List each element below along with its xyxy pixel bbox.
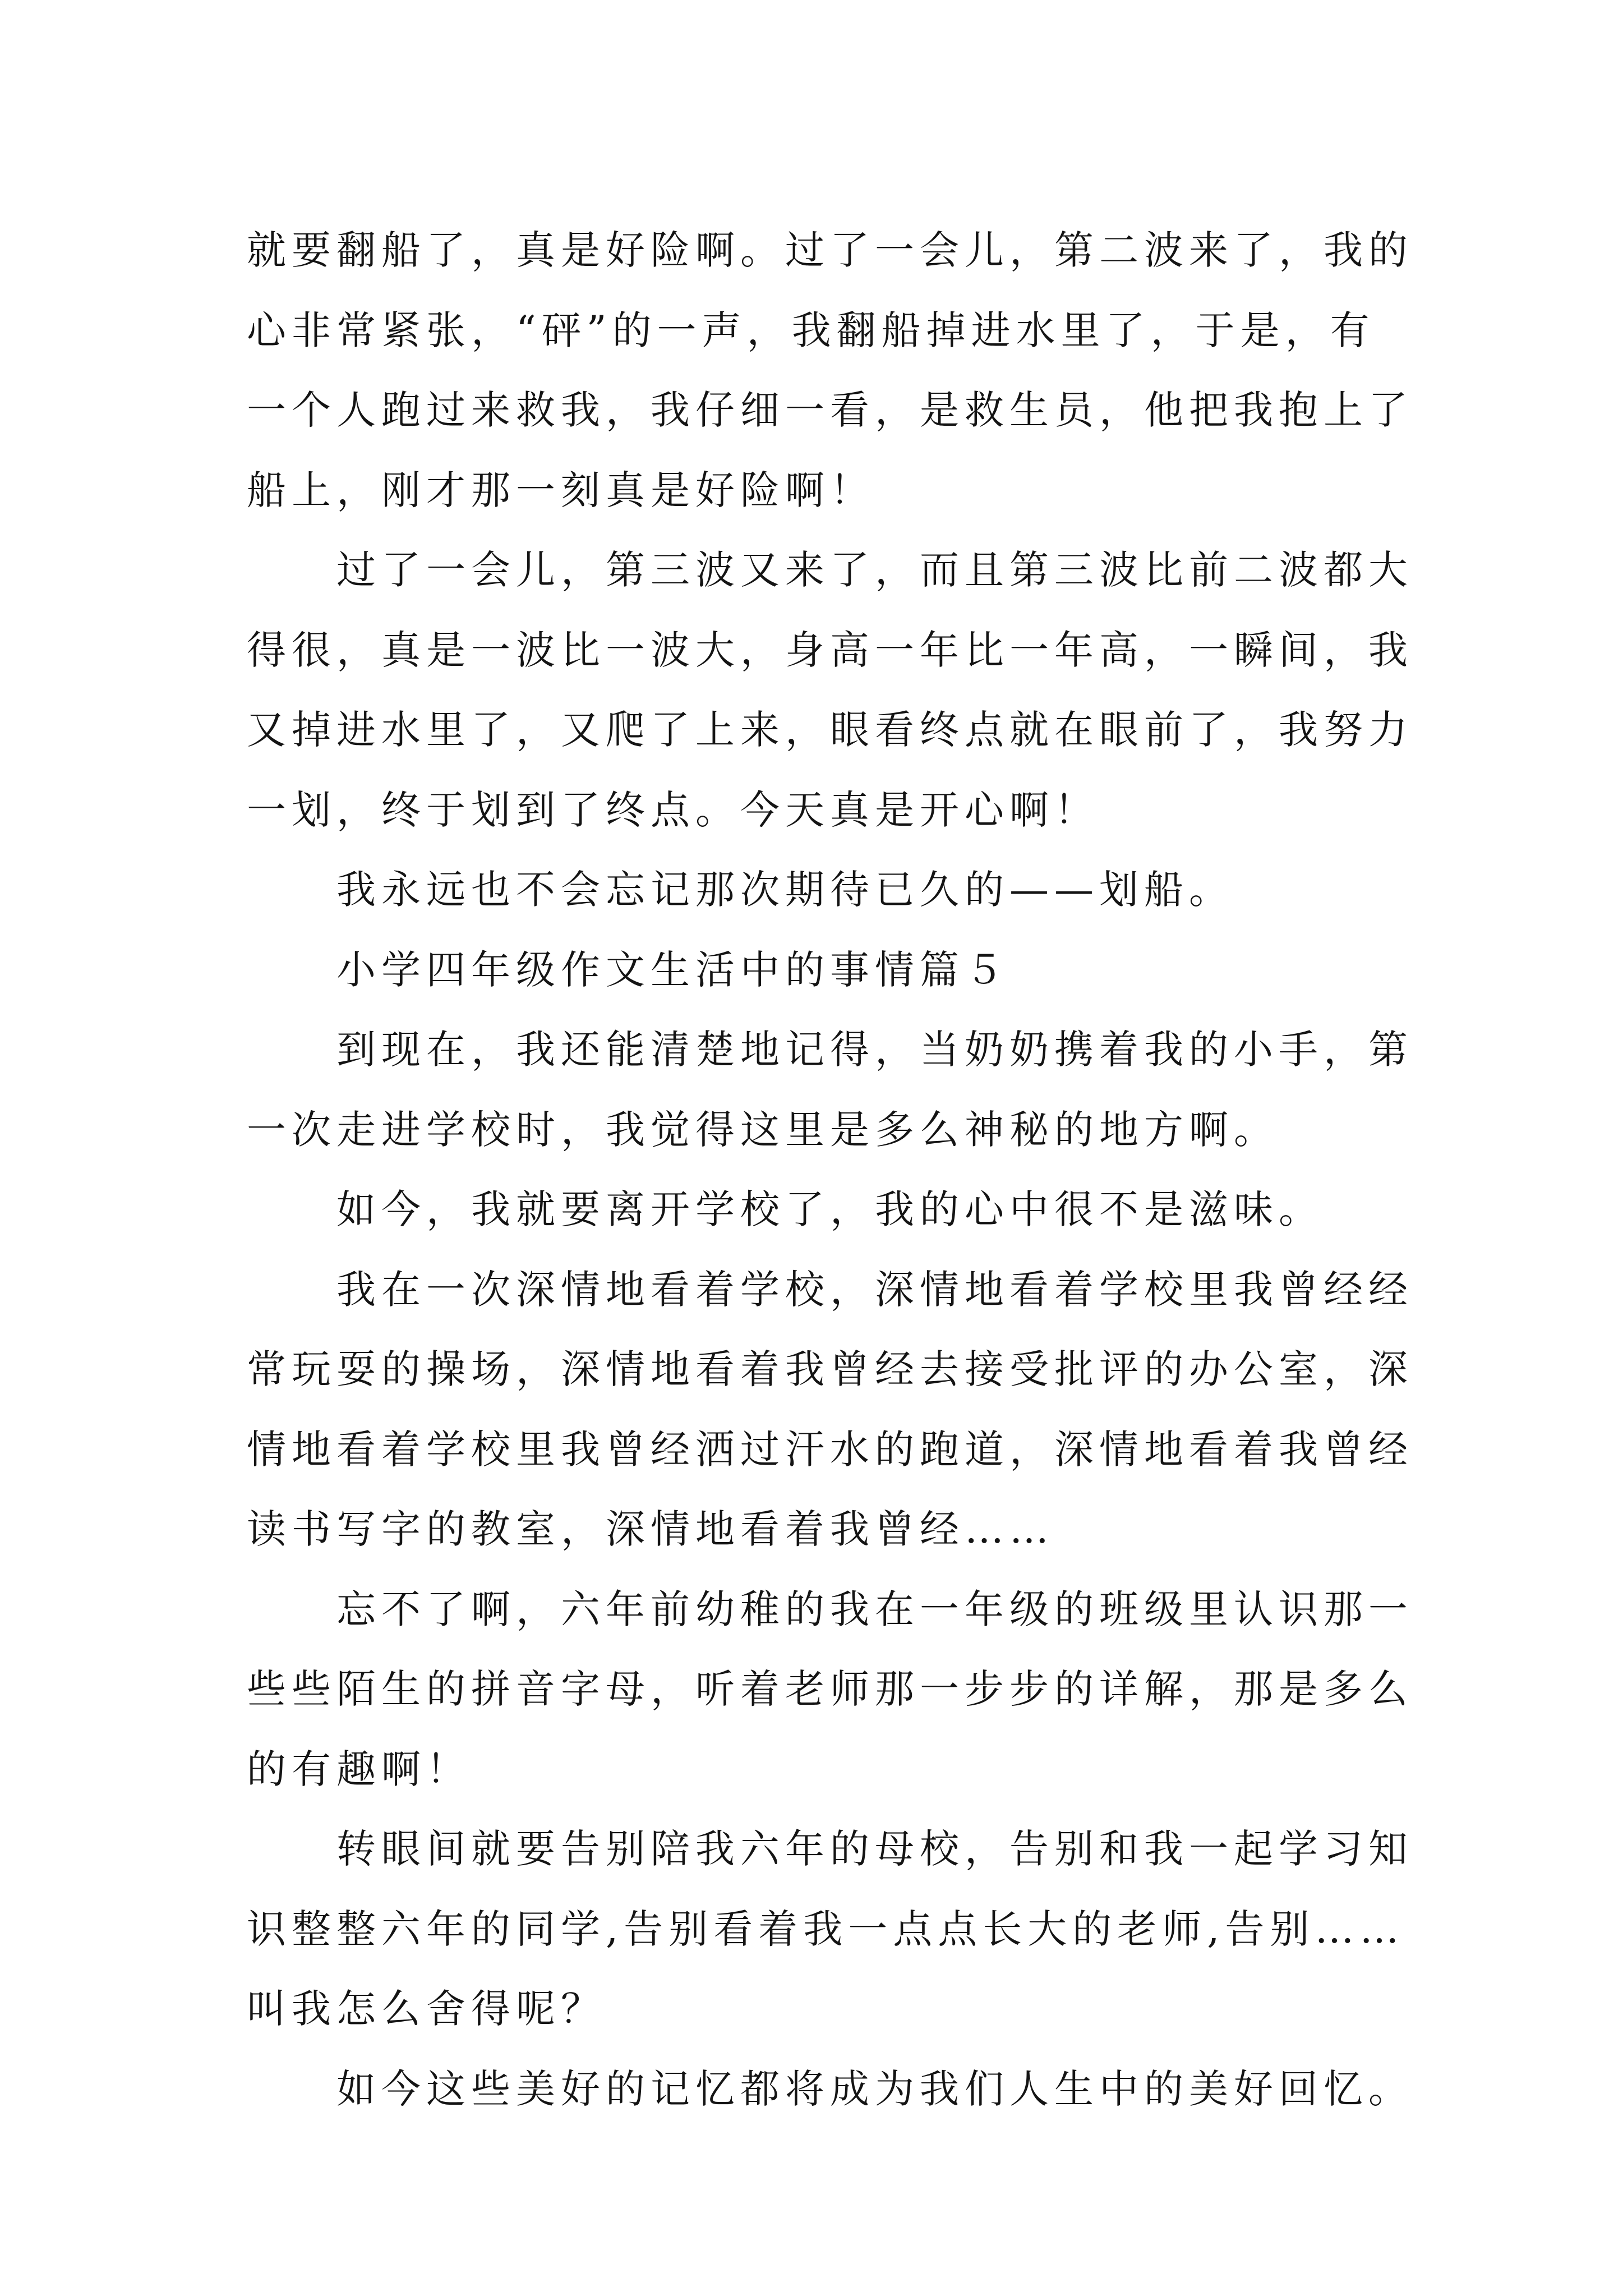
text-line: 一划，终于划到了终点。今天真是开心啊！ (247, 786, 1099, 833)
section-title: 小学四年级作文生活中的事情篇５ (336, 946, 1009, 993)
text-line: 到现在，我还能清楚地记得，当奶奶携着我的小手，第 (336, 1027, 1413, 1073)
text-line: 的有趣啊！ (247, 1746, 471, 1792)
text-line: 一个人跑过来救我，我仔细一看，是救生员，他把我抱上了 (247, 387, 1413, 433)
text-line: 一次走进学校时，我觉得这里是多么神秘的地方啊。 (247, 1106, 1279, 1153)
essay-body (247, 210, 1413, 2129)
text-line: 如今，我就要离开学校了，我的心中很不是滋味。 (336, 1186, 1324, 1232)
text-line: 读书写字的教室，深情地看着我曾经…… (247, 1506, 1054, 1552)
text-line: 识整整六年的同学,告别看着我一点点长大的老师,告别…… (247, 1906, 1405, 1952)
text-line: 过了一会儿，第三波又来了，而且第三波比前二波都大 (336, 547, 1413, 593)
text-line: 又掉进水里了，又爬了上来，眼看终点就在眼前了，我努力 (247, 707, 1413, 753)
text-line: 我在一次深情地看着学校，深情地看着学校里我曾经经 (336, 1266, 1413, 1313)
text-line: 转眼间就要告别陪我六年的母校，告别和我一起学习知 (336, 1826, 1413, 1872)
text-line: 如今这些美好的记忆都将成为我们人生中的美好回忆。 (336, 2065, 1413, 2112)
text-line: 心非常紧张，“砰”的一声，我翻船掉进水里了，于是，有 (247, 307, 1375, 353)
text-line: 叫我怎么舍得呢？ (247, 1986, 606, 2032)
text-line: 就要翻船了，真是好险啊。过了一会儿，第二波来了，我的 (247, 227, 1413, 273)
text-line: 忘不了啊，六年前幼稚的我在一年级的班级里认识那一 (336, 1586, 1413, 1632)
text-line: 常玩耍的操场，深情地看着我曾经去接受批评的办公室，深 (247, 1346, 1413, 1392)
text-line: 船上，刚才那一刻真是好险啊！ (247, 467, 875, 513)
text-line: 情地看着学校里我曾经洒过汗水的跑道，深情地看着我曾经 (247, 1426, 1413, 1473)
text-line: 些些陌生的拼音字母，听着老师那一步步的详解，那是多么 (247, 1666, 1413, 1712)
text-line: 得很，真是一波比一波大，身高一年比一年高，一瞬间，我 (247, 627, 1413, 673)
text-line: 我永远也不会忘记那次期待已久的——划船。 (336, 867, 1234, 913)
